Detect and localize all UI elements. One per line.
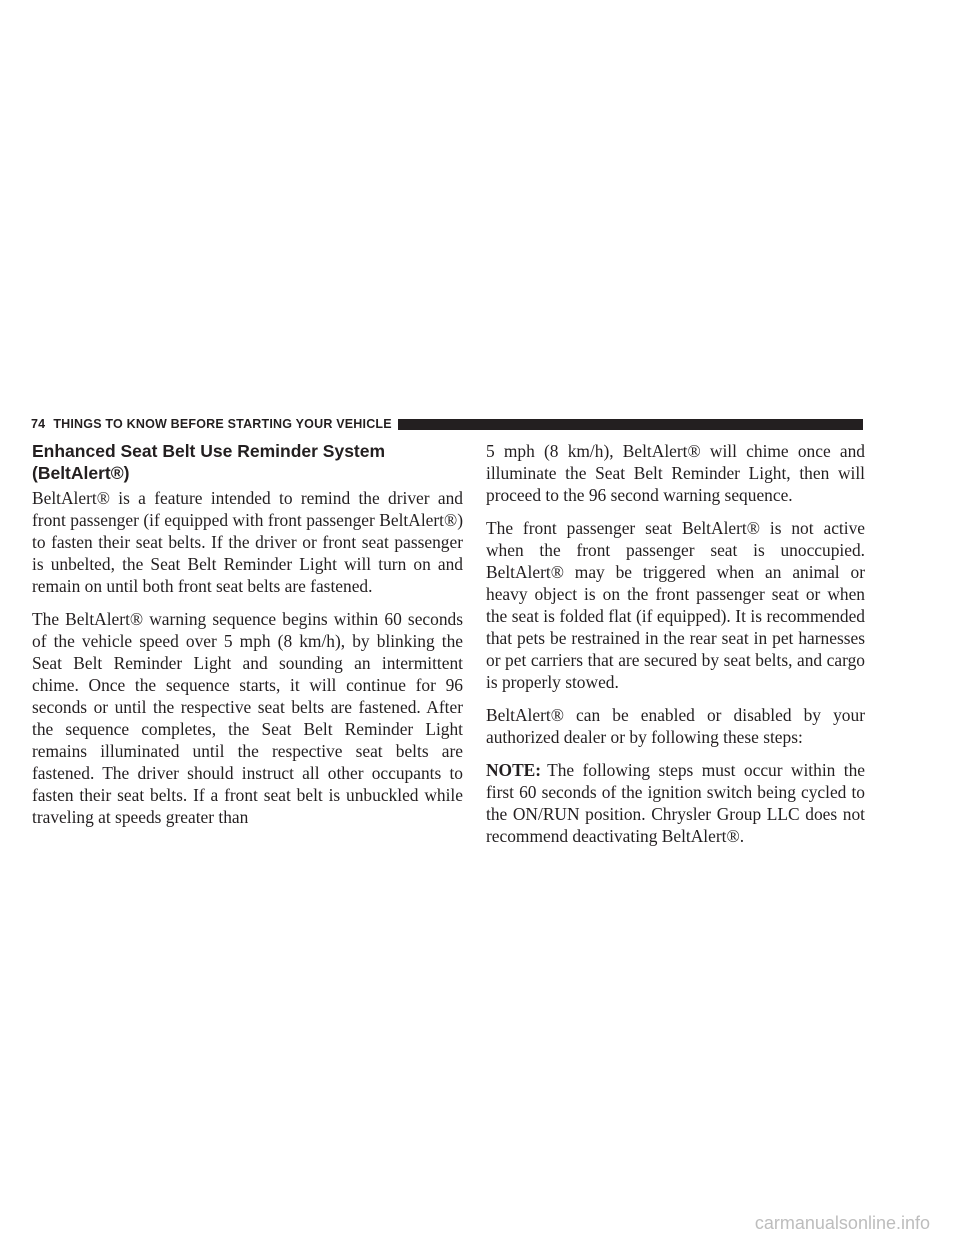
section-heading (32, 440, 463, 484)
header-text (31, 417, 392, 431)
section-title-header: THINGS TO KNOW BEFORE STARTING YOUR VEHICLE (53, 417, 392, 431)
paragraph-chime-once: 5 mph (8 km/h), BeltAlert® will chime once and illuminate the Seat Belt Reminder Light, then will proceed to the 96 second warning sequence. (486, 441, 865, 505)
page-header (31, 417, 863, 431)
paragraph-passenger-seat: The front passenger seat BeltAlert® is not active when the front passenger seat is unoccupied. BeltAlert® may be triggered when an animal or heavy object is on the front passenger seat or when the seat is folded flat (if equipped). It is recommended that pets be restrained in the rear seat in pet harnesses or pet carriers that are secured by seat belts, and cargo is properly stowed. (486, 518, 865, 692)
note-text: The following steps must occur within the first 60 seconds of the ignition switch being cycled to the ON/RUN position. Chrysler Group LLC does not recommend deactivating BeltAlert®. (486, 760, 865, 846)
watermark: carmanualsonline.info (754, 1213, 930, 1233)
right-column (486, 440, 865, 858)
section-heading-line1: Enhanced Seat Belt Use Reminder System (32, 441, 386, 461)
page-number: 74 (31, 417, 46, 431)
paragraph-beltalert-intro: BeltAlert® is a feature intended to remind the driver and front passenger (if equipped with front passenger BeltAlert®) to fasten their seat belts. If the driver or front seat passenger is unbelted, the Seat Belt Reminder Light will turn on and remain on until both front seat belts are fastened. (32, 488, 463, 596)
section-heading-line2: (BeltAlert®) (32, 463, 130, 483)
paragraph-enable-disable: BeltAlert® can be enabled or disabled by your authorized dealer or by following these steps: (486, 705, 865, 747)
note-label: NOTE: (486, 760, 542, 780)
note-paragraph (486, 759, 865, 847)
header-rule (398, 419, 863, 430)
paragraph-warning-sequence: The BeltAlert® warning sequence begins within 60 seconds of the vehicle speed over 5 mph (8 km/h), by blinking the Seat Belt Reminder Light and sounding an intermittent chime. Once the sequence starts, it will continue for 96 seconds or until the respective seat belts are fastened. After the sequence completes, the Seat Belt Reminder Light remains illuminated until the respective seat belts are fastened. The driver should instruct all other occupants to fasten their seat belts. If a front seat belt is unbuckled while traveling at speeds greater than (32, 609, 463, 827)
left-column (32, 440, 463, 839)
